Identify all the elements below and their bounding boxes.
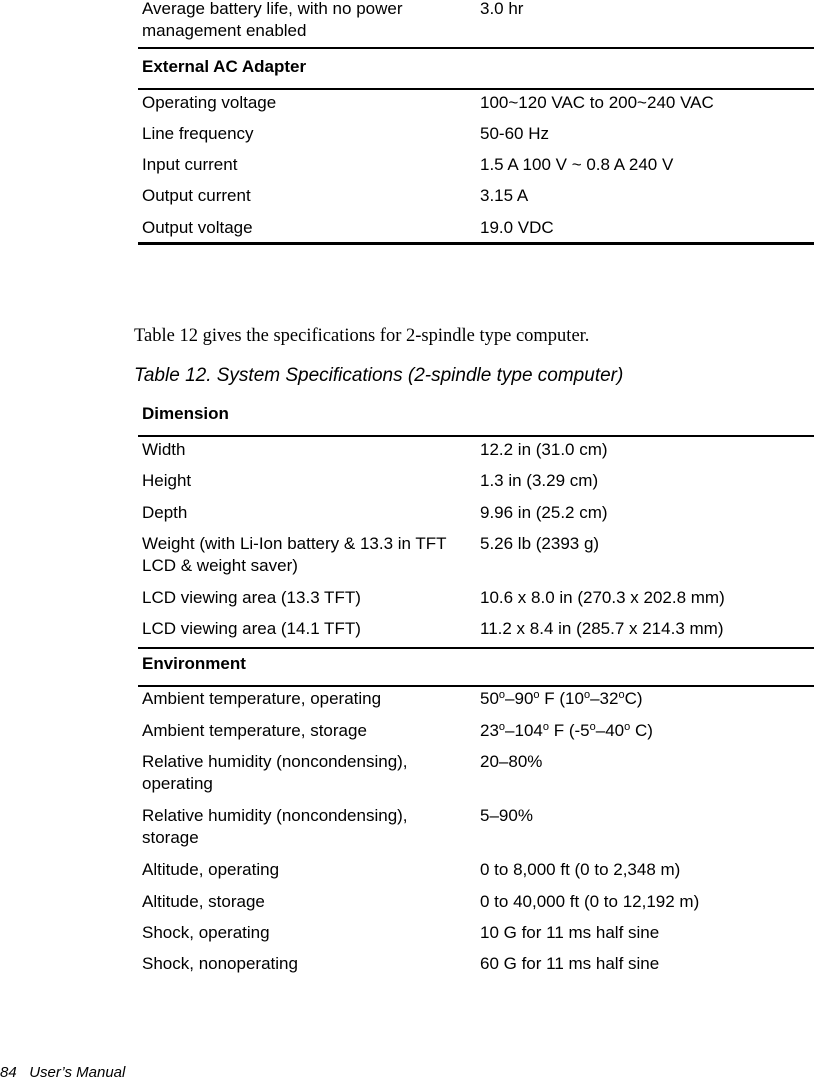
row-value xyxy=(480,720,653,742)
row-label: Operating voltage xyxy=(142,93,277,112)
row-label: Shock, nonoperating xyxy=(142,954,298,973)
body-paragraph: Table 12 gives the specifications for 2-spindle type computer. xyxy=(134,326,590,346)
degree-mark: o xyxy=(498,689,506,701)
row-label: Altitude, storage xyxy=(142,892,265,911)
row-label: Altitude, operating xyxy=(142,860,280,879)
table-caption: Table 12. System Specifications (2-spindle type computer) xyxy=(134,365,624,386)
value-part: C) xyxy=(624,689,643,708)
value-part: –40 xyxy=(595,721,625,740)
row-label: Weight (with Li-Ion battery & 13.3 in TFT LCD & weight saver) xyxy=(142,534,447,575)
row-label: LCD viewing area (14.1 TFT) xyxy=(142,619,361,638)
row-label: Width xyxy=(142,440,186,459)
row-label: Shock, operating xyxy=(142,923,270,942)
value-part: –104 xyxy=(505,721,543,740)
row-label: Output voltage xyxy=(142,218,253,237)
row-label: Relative humidity (noncondensing), operating xyxy=(142,752,408,793)
value-part: 50 xyxy=(480,689,499,708)
row-label: Output current xyxy=(142,186,251,205)
row-value: 19.0 VDC xyxy=(480,218,554,237)
degree-mark: o xyxy=(533,689,540,701)
row-label: Ambient temperature, operating xyxy=(142,689,382,708)
row-value: 100~120 VAC to 200~240 VAC xyxy=(480,93,714,112)
table-divider xyxy=(138,47,814,49)
table-divider xyxy=(138,435,814,437)
row-value: 20–80% xyxy=(480,752,543,771)
degree-mark: o xyxy=(542,721,549,733)
value-part: –90 xyxy=(505,689,534,708)
page-footer xyxy=(0,1064,125,1081)
row-value xyxy=(480,688,643,710)
row-label: Ambient temperature, storage xyxy=(142,721,367,740)
row-value: 50-60 Hz xyxy=(480,124,549,143)
value-part: C) xyxy=(630,721,653,740)
table-bottom-rule xyxy=(138,242,814,245)
row-value: 60 G for 11 ms half sine xyxy=(480,954,660,973)
value-part: –32 xyxy=(590,689,619,708)
row-label: Height xyxy=(142,471,192,490)
row-value: 5–90% xyxy=(480,806,533,825)
table-divider xyxy=(138,647,814,649)
row-label: Line frequency xyxy=(142,124,254,143)
section-title-environment: Environment xyxy=(142,654,246,673)
section-title-dimension: Dimension xyxy=(142,404,229,423)
degree-mark: o xyxy=(583,689,591,701)
row-value: 3.15 A xyxy=(480,186,529,205)
row-value: 3.0 hr xyxy=(480,0,524,18)
row-value: 11.2 x 8.4 in (285.7 x 214.3 mm) xyxy=(480,619,724,638)
value-part: 23 xyxy=(480,721,499,740)
row-value: 5.26 lb (2393 g) xyxy=(480,534,600,553)
value-part: F (-5 xyxy=(549,721,590,740)
row-value: 0 to 8,000 ft (0 to 2,348 m) xyxy=(480,860,681,879)
row-label: Input current xyxy=(142,155,238,174)
page-number: 84 xyxy=(0,1064,17,1081)
row-label: Depth xyxy=(142,503,188,522)
value-part: F (10 xyxy=(539,689,584,708)
row-value: 1.5 A 100 V ~ 0.8 A 240 V xyxy=(480,155,674,174)
table-divider xyxy=(138,685,814,687)
row-label: Relative humidity (noncondensing), storage xyxy=(142,806,408,847)
manual-title: User’s Manual xyxy=(29,1064,126,1081)
row-value: 10 G for 11 ms half sine xyxy=(480,923,660,942)
row-value: 1.3 in (3.29 cm) xyxy=(480,471,599,490)
row-value: 9.96 in (25.2 cm) xyxy=(480,503,608,522)
degree-mark: o xyxy=(618,689,625,701)
degree-mark: o xyxy=(498,721,506,733)
row-value: 0 to 40,000 ft (0 to 12,192 m) xyxy=(480,892,700,911)
row-label: LCD viewing area (13.3 TFT) xyxy=(142,588,361,607)
row-label: Average battery life, with no power management enabled xyxy=(142,0,403,40)
row-value: 10.6 x 8.0 in (270.3 x 202.8 mm) xyxy=(480,588,725,607)
degree-mark: o xyxy=(624,721,631,733)
section-title-ac-adapter: External AC Adapter xyxy=(142,57,307,76)
table-divider xyxy=(138,88,814,90)
row-value: 12.2 in (31.0 cm) xyxy=(480,440,608,459)
degree-mark: o xyxy=(589,721,596,733)
